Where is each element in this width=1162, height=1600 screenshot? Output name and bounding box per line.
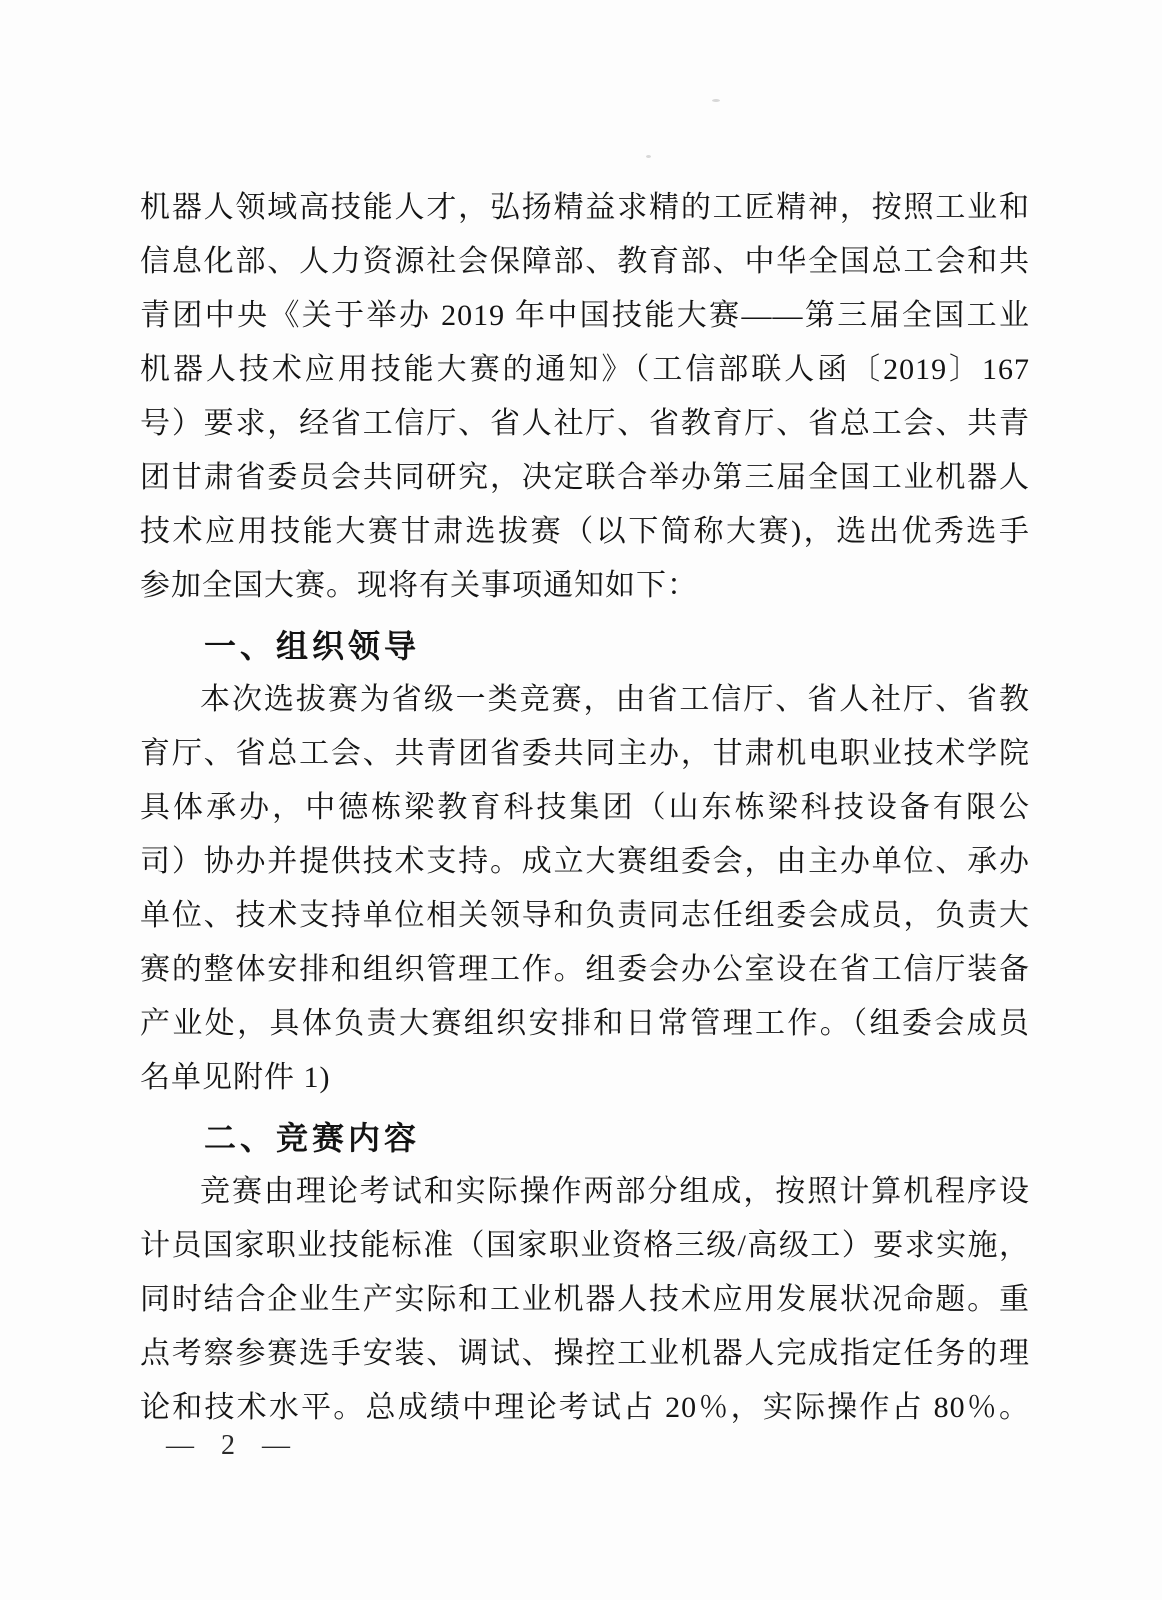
text-line: 育厅、省总工会、共青团省委共同主办，甘肃机电职业技术学院 [140,737,1030,770]
text-line: 机器人技术应用技能大赛的通知》（工信部联人函〔2019〕167 [140,353,1030,386]
document-body [140,181,1030,1435]
text-line: 号）要求，经省工信厅、省人社厅、省教育厅、省总工会、共青 [140,407,1030,440]
text-line: 青团中央《关于举办 2019 年中国技能大赛——第三届全国工业 [140,299,1030,332]
text-line: 技术应用技能大赛甘肃选拔赛（以下简称大赛)，选出优秀选手 [140,515,1030,548]
text-line: 机器人领域高技能人才，弘扬精益求精的工匠精神，按照工业和 [140,191,1030,224]
text-line: 团甘肃省委员会共同研究，决定联合举办第三届全国工业机器人 [140,461,1030,494]
text-line: 竞赛由理论考试和实际操作两部分组成，按照计算机程序设 [200,1175,1030,1208]
page-number: — 2 — [166,1430,292,1461]
text-line: 具体承办，中德栋梁教育科技集团（山东栋梁科技设备有限公 [140,791,1030,824]
text-line: 论和技术水平。总成绩中理论考试占 20％，实际操作占 80％。 [140,1391,1030,1424]
section-heading-competition-content: 二、竞赛内容 [204,1120,421,1156]
text-line: 参加全国大赛。现将有关事项通知如下： [140,569,698,602]
text-line: 点考察参赛选手安装、调试、操控工业机器人完成指定任务的理 [140,1337,1030,1370]
scan-artifact [712,99,720,102]
text-line: 产业处，具体负责大赛组织安排和日常管理工作。（组委会成员 [140,1007,1030,1040]
text-line: 本次选拔赛为省级一类竞赛，由省工信厅、省人社厅、省教 [200,683,1030,716]
text-line: 单位、技术支持单位相关领导和负责同志任组委会成员，负责大 [140,899,1030,932]
text-line: 司）协办并提供技术支持。成立大赛组委会，由主办单位、承办 [140,845,1030,878]
text-line: 同时结合企业生产实际和工业机器人技术应用发展状况命题。重 [140,1283,1030,1316]
scan-artifact [646,155,651,158]
text-line: 信息化部、人力资源社会保障部、教育部、中华全国总工会和共 [140,245,1030,278]
text-line: 计员国家职业技能标准（国家职业资格三级/高级工）要求实施， [140,1229,1030,1262]
text-line: 名单见附件 1) [140,1061,331,1094]
section-heading-organization: 一、组织领导 [204,628,421,664]
text-line: 赛的整体安排和组织管理工作。组委会办公室设在省工信厅装备 [140,953,1030,986]
